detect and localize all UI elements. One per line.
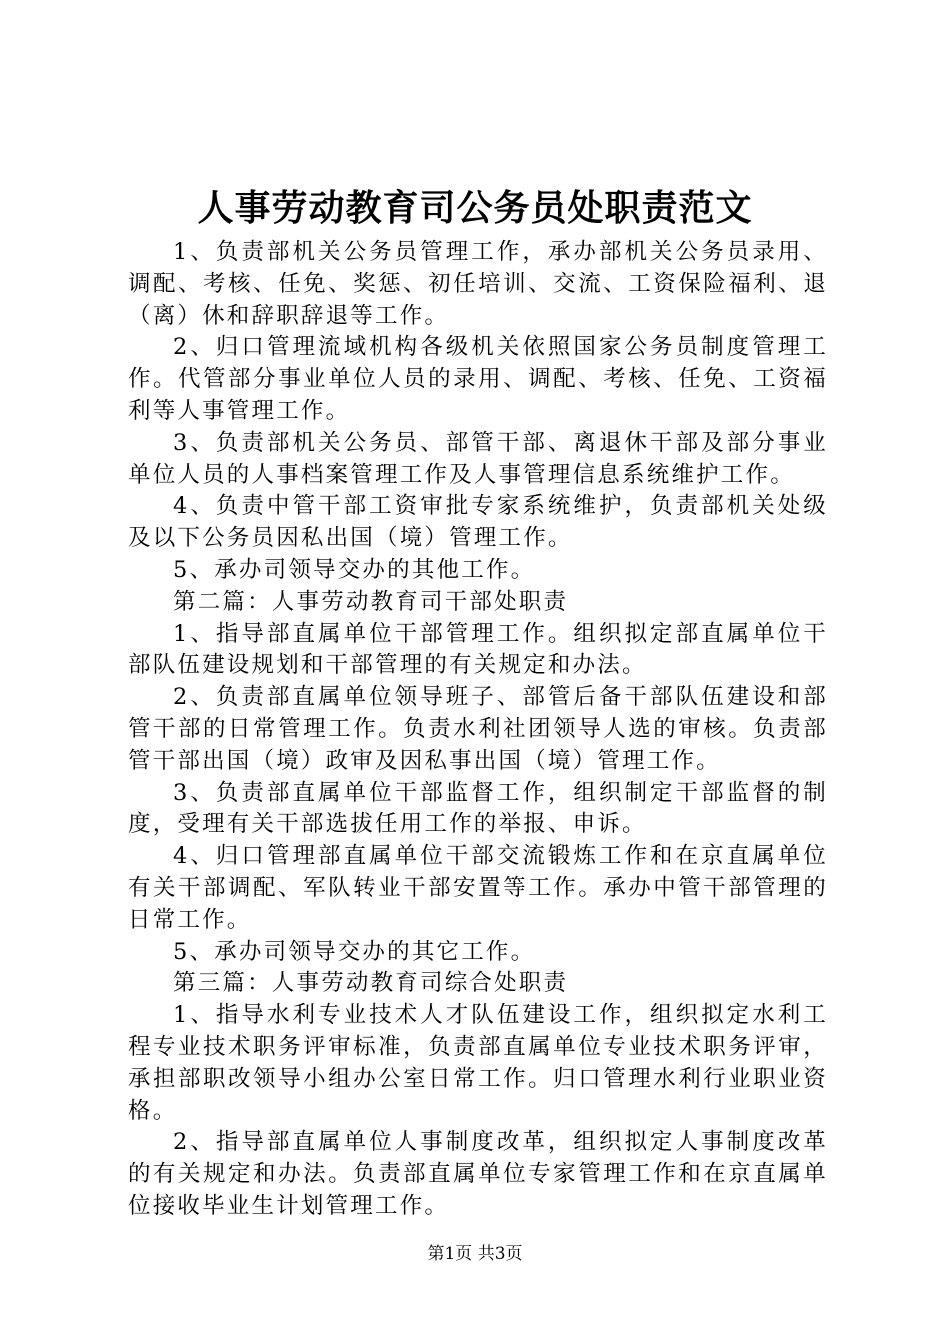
page-number: 第1页 共3页 — [427, 1244, 523, 1264]
paragraph: 1、指导部直属单位干部管理工作。组织拟定部直属单位干部队伍建设规划和干部管理的有关规定和办法。 — [128, 620, 828, 679]
paragraph: 3、负责部直属单位干部监督工作，组织制定干部监督的制度，受理有关干部选拔任用工作的举报、申诉。 — [128, 779, 828, 838]
paragraph: 1、指导水利专业技术人才队伍建设工作，组织拟定水利工程专业技术职务评审标准，负责部直属单位专业技术职务评审，承担部职改领导小组办公室日常工作。归口管理水利行业职业资格。 — [128, 1002, 828, 1124]
paragraph: 5、承办司领导交办的其他工作。 — [173, 556, 536, 583]
paragraph: 5、承办司领导交办的其它工作。 — [173, 938, 536, 965]
document-body — [128, 237, 828, 1223]
section-heading: 第三篇：人事劳动教育司综合处职责 — [173, 970, 569, 997]
paragraph: 4、负责中管干部工资审批专家系统维护，负责部机关处级及以下公务员因私出国（境）管理工作。 — [128, 493, 828, 552]
paragraph: 1、负责部机关公务员管理工作，承办部机关公务员录用、调配、考核、任免、奖惩、初任培训、交流、工资保险福利、退（离）休和辞职辞退等工作。 — [128, 239, 828, 329]
paragraph: 2、归口管理流域机构各级机关依照国家公务员制度管理工作。代管部分事业单位人员的录用、调配、考核、任免、工资福利等人事管理工作。 — [128, 334, 828, 424]
document-title: 人事劳动教育司公务员处职责范文 — [197, 187, 753, 229]
paragraph: 4、归口管理部直属单位干部交流锻炼工作和在京直属单位有关干部调配、军队转业干部安置等工作。承办中管干部管理的日常工作。 — [128, 843, 828, 933]
paragraph: 2、指导部直属单位人事制度改革，组织拟定人事制度改革的有关规定和办法。负责部直属单位专家管理工作和在京直属单位接收毕业生计划管理工作。 — [128, 1129, 828, 1219]
paragraph: 3、负责部机关公务员、部管干部、离退休干部及部分事业单位人员的人事档案管理工作及人事管理信息系统维护工作。 — [128, 429, 828, 488]
paragraph: 2、负责部直属单位领导班子、部管后备干部队伍建设和部管干部的日常管理工作。负责水利社团领导人选的审核。负责部管干部出国（境）政审及因私事出国（境）管理工作。 — [128, 684, 828, 774]
section-heading: 第二篇：人事劳动教育司干部处职责 — [173, 588, 569, 615]
